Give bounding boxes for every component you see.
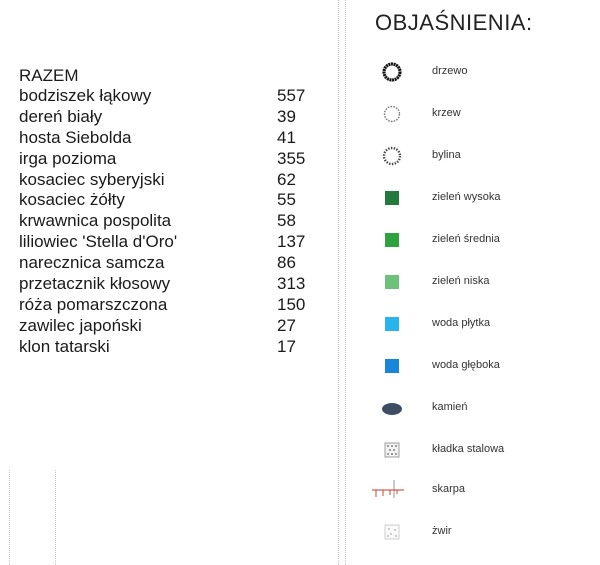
divider-line [338, 0, 339, 565]
table-row [19, 190, 329, 211]
divider-line [345, 0, 346, 565]
gravel-icon [380, 520, 404, 544]
low-greenery-swatch [380, 270, 404, 294]
table-row [19, 337, 329, 358]
divider-line [55, 470, 56, 565]
legend-item-shrub: krzew [370, 98, 595, 128]
plant-count: 41 [277, 127, 296, 147]
shallow-water-swatch [380, 312, 404, 336]
table-row [19, 253, 329, 274]
legend-item-tree: drzewo [370, 56, 595, 86]
legend-item-low-greenery: zieleń niska [370, 266, 595, 296]
legend-item-gravel: żwir [370, 516, 595, 546]
legend-item-stone: kamień [370, 392, 595, 422]
plant-count: 39 [277, 106, 296, 126]
legend-item-deep-water: woda głęboka [370, 350, 595, 380]
legend-item-steel-footbridge: kładka stalowa [370, 434, 595, 464]
plant-count: 86 [277, 253, 296, 273]
table-title: RAZEM [19, 66, 79, 85]
table-row [19, 128, 329, 149]
plant-name: bodziszek łąkowy [19, 86, 152, 105]
plant-name: kosaciec syberyjski [19, 169, 165, 189]
plant-quantity-table [19, 65, 329, 358]
plant-name: krwawnica pospolita [19, 211, 172, 231]
table-row [19, 211, 329, 232]
legend-title: OBJAŚNIENIA: [375, 10, 533, 35]
plant-name: hosta Siebolda [19, 127, 132, 147]
plant-count: 137 [277, 232, 306, 252]
deep-water-swatch [380, 354, 404, 378]
plant-name: zawilec japoński [19, 315, 142, 335]
tall-greenery-swatch [380, 186, 404, 210]
legend-item-shallow-water: woda płytka [370, 308, 595, 338]
plant-name: liliowiec 'Stella d'Oro' [19, 232, 178, 252]
plant-count: 355 [277, 148, 306, 168]
medium-greenery-swatch [380, 228, 404, 252]
table-row [19, 274, 329, 295]
legend-item-perennial: bylina [370, 140, 595, 170]
table-row [19, 149, 329, 170]
plant-count: 27 [277, 315, 296, 335]
table-row [19, 295, 329, 316]
perennial-icon [380, 144, 404, 168]
plant-name: irga pozioma [19, 148, 117, 168]
plant-name: przetacznik kłosowy [19, 274, 171, 294]
plant-name: dereń biały [19, 106, 103, 126]
plant-count: 150 [277, 294, 306, 314]
embankment-icon [370, 478, 406, 502]
plant-count: 55 [277, 190, 296, 210]
tree-icon [380, 60, 404, 84]
plant-count: 557 [277, 86, 306, 105]
table-row [19, 232, 329, 253]
plant-rows [19, 86, 329, 358]
plant-count: 313 [277, 274, 306, 294]
plant-count: 62 [277, 169, 296, 189]
divider-line [9, 470, 10, 565]
plant-count: 58 [277, 211, 296, 231]
plant-count: 17 [277, 336, 296, 356]
table-row [19, 86, 329, 107]
steel-footbridge-icon [380, 438, 404, 462]
table-row [19, 107, 329, 128]
shrub-icon [380, 102, 404, 126]
plant-name: róża pomarszczona [19, 294, 168, 314]
legend-item-embankment: skarpa [370, 474, 595, 504]
plant-name: narecznica samcza [19, 253, 165, 273]
legend-item-medium-greenery: zieleń średnia [370, 224, 595, 254]
plant-name: klon tatarski [19, 336, 110, 356]
stone-icon [380, 396, 404, 420]
table-row [19, 170, 329, 191]
table-row [19, 316, 329, 337]
legend-item-tall-greenery: zieleń wysoka [370, 182, 595, 212]
plant-name: kosaciec żółty [19, 190, 125, 210]
